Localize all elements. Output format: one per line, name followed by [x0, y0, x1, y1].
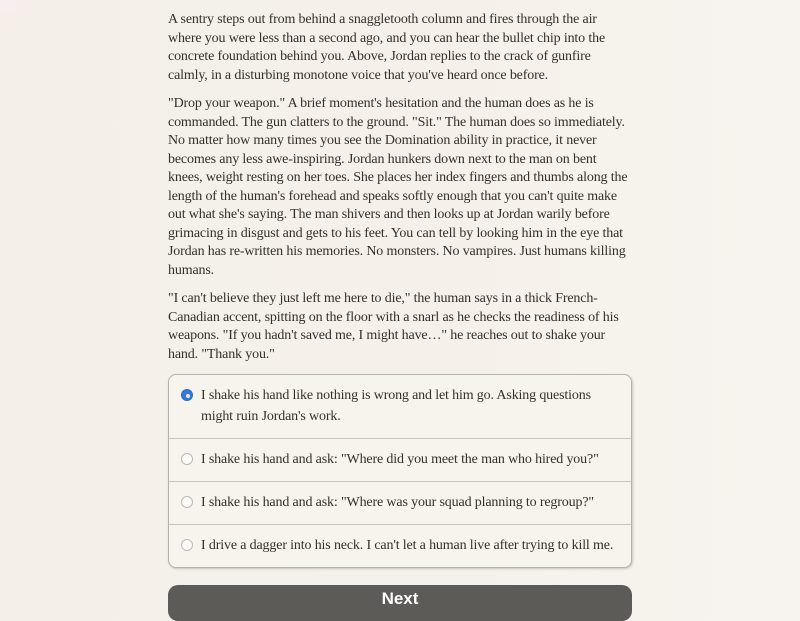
story-paragraph: A sentry steps out from behind a snaggletooth column and fires through the air where you were less than a second ago, and you can hear the bullet chip into the concrete foundation behind you. Above, Jordan replies to the crack of gunfire calmly, in a disturbing monotone voice that you've heard once before. [168, 12, 606, 83]
choice-option-label: I shake his hand and ask: "Where was your squad planning to regroup?" [201, 495, 594, 510]
choice-list [168, 374, 632, 568]
radio-unselected-icon[interactable] [181, 539, 193, 551]
choice-option-2[interactable] [169, 438, 631, 481]
choice-option-3[interactable] [169, 481, 631, 524]
choice-option-4[interactable] [169, 524, 631, 567]
story-paragraph: "I can't believe they just left me here to die," the human says in a thick French-Canadian accent, spitting on the floor with a snarl as he checks the readiness of his weapons. "If you hadn't saved me, I might have…" he reaches out to shake your hand. "Thank you." [168, 291, 619, 362]
radio-unselected-icon[interactable] [181, 453, 193, 465]
story-paragraph: "Drop your weapon." A brief moment's hesitation and the human does as he is commanded. The gun clatters to the ground. "Sit." The human does so immediately. No matter how many times you see the Domination ability in practice, it never becomes any less awe-inspiring. Jordan hunkers down next to the man on bent knees, weight resting on her toes. She places her index fingers and thumbs along the length of the human's forehead and speaks softly enough that you can't quite make out what she's saying. The man shivers and then looks up at Jordan warily before grimacing in disgust and gets to his feet. You can tell by looking him in the eye that Jordan has re-written his memories. No monsters. No vampires. Just humans killing humans. [168, 96, 628, 278]
radio-unselected-icon[interactable] [181, 496, 193, 508]
choice-option-label: I drive a dagger into his neck. I can't let a human live after trying to kill me. [201, 538, 614, 553]
choice-option-1[interactable] [169, 375, 631, 438]
corner-artifact [0, 0, 16, 14]
story-page [168, 0, 632, 621]
choice-option-label: I shake his hand and ask: "Where did you meet the man who hired you?" [201, 452, 599, 467]
radio-selected-icon[interactable] [181, 389, 193, 401]
next-button[interactable]: Next [168, 585, 632, 621]
story-text [168, 11, 632, 364]
choice-option-label: I shake his hand like nothing is wrong and let him go. Asking questions might ruin Jordan's work. [201, 388, 591, 424]
